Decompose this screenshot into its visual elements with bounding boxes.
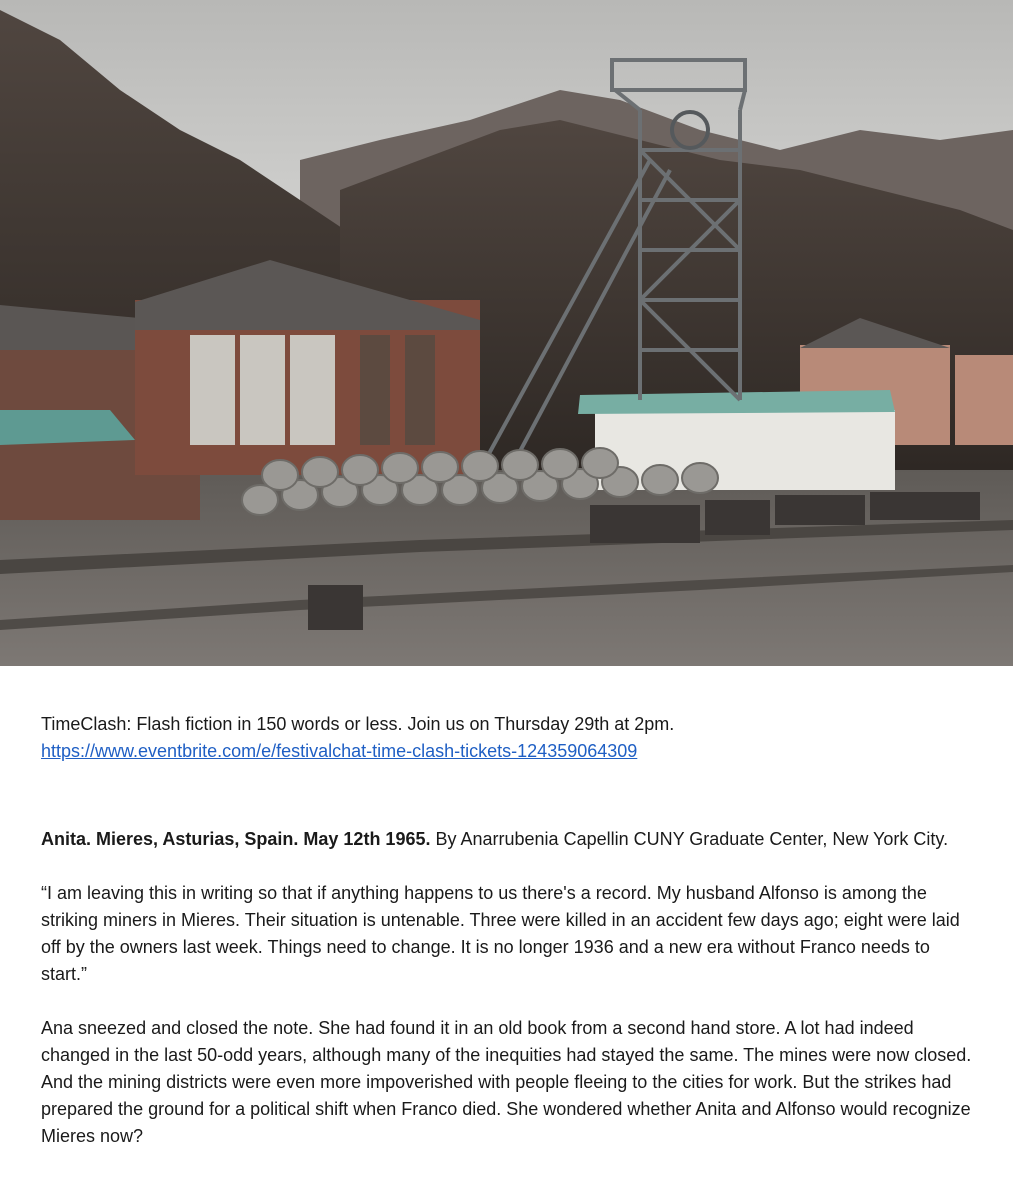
story-title: Anita. Mieres, Asturias, Spain. May 12th 1965. xyxy=(41,829,431,849)
window xyxy=(405,335,435,445)
announcement xyxy=(41,711,972,765)
story-byline: By Anarrubenia Capellin CUNY Graduate Center, New York City. xyxy=(430,829,949,849)
far-right-building xyxy=(955,355,1013,445)
window xyxy=(240,335,285,445)
story-heading xyxy=(41,826,972,853)
window xyxy=(360,335,390,445)
eventbrite-link[interactable]: https://www.eventbrite.com/e/festivalchat-time-clash-tickets-124359064309 xyxy=(41,741,638,761)
white-shed xyxy=(595,410,895,490)
announcement-text: TimeClash: Flash fiction in 150 words or less. Join us on Thursday 29th at 2pm. xyxy=(41,714,675,734)
story-quote: “I am leaving this in writing so that if anything happens to us there's a record. My husband Alfonso is among the striking miners in Mieres. Their situation is untenable. Three were killed in an accident few days ago; eight were laid off by the owners last week. Things need to change. It is no longer 1936 and a new era without Franco needs to start.” xyxy=(41,883,960,984)
window xyxy=(190,335,235,445)
article-body xyxy=(0,711,1013,1150)
story-body: Ana sneezed and closed the note. She had found it in an old book from a second hand store. A lot had indeed changed in the last 50-odd years, although many of the inequities had stayed the same. The mines were now closed. And the mining districts were even more impoverished with people fleeing to the cities for work. But the strikes had prepared the ground for a political shift when Franco died. She wondered whether Anita and Alfonso would recognize Mieres now? xyxy=(41,1018,972,1146)
window xyxy=(290,335,335,445)
